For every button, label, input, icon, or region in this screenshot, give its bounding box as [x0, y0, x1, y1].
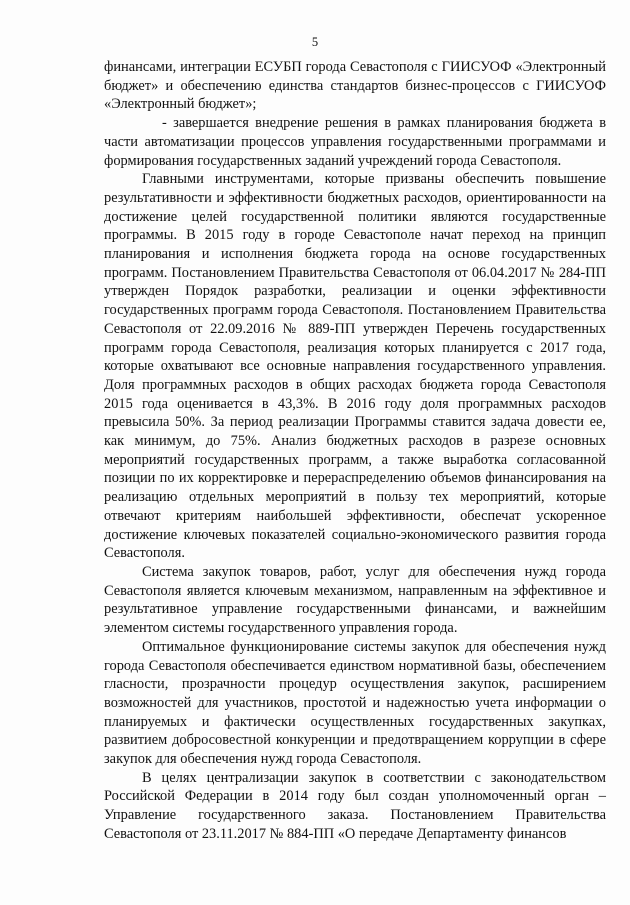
paragraph-centralization: В целях централизации закупок в соответствии с законодательством Российской Федерации в 2014 году был создан уполномоченный орган – Управление государственного заказа. Постановлением Правительства Севастополя от 23.11.2017 № 884-ПП «О передаче Департаменту финансов — [104, 769, 606, 842]
paragraph-procurement-system: Система закупок товаров, работ, услуг для обеспечения нужд города Севастополя является ключевым механизмом, направленным на эффективное и результативное управление государственными финансами, и важнейшим элементом системы государственного управления города. — [104, 563, 606, 637]
paragraph-procurement-functioning: Оптимальное функционирование системы закупок для обеспечения нужд города Севастополя обеспечивается единством нормативной базы, обеспечением гласности, прозрачности процедур осуществления закупок, расширением возможностей для участников, простотой и надежностью учета информации о планируемых и фактически осуществленных государственных закупках, развитием добросовестной конкуренции и предотвращением коррупции в сфере закупок для обеспечения нужд города Севастополя. — [104, 638, 606, 768]
page-number: 5 — [311, 35, 319, 49]
document-body — [104, 58, 606, 844]
paragraph-list-item: - завершается внедрение решения в рамках планирования бюджета в части автоматизации процессов управления государственными программами и формирования государственных заданий учреждений города Севастополя. — [104, 115, 606, 169]
paragraph-continuation: финансами, интеграции ЕСУБП города Севастополя с ГИИСУОФ «Электронный бюджет» и обеспечению единства стандартов бизнес-процессов с ГИИСУОФ «Электронный бюджет»; — [104, 59, 606, 113]
paragraph-state-programs: Главными инструментами, которые призваны обеспечить повышение результативности и эффективности бюджетных расходов, ориентированности на достижение целей государственной политики являются государственные программы. В 2015 году в городе Севастополе начат переход на принцип планирования и исполнения бюджета города на основе государственных программ. Постановлением Правительства Севастополя от 06.04.2017 № 284-ПП утвержден Порядок разработки, реализации и оценки эффективности государственных программ города Севастополя. Постановлением Правительства Севастополя от 22.09.2016 № 889-ПП утвержден Перечень государственных программ города Севастополя, реализация которых планируется с 2017 года, которые охватывают все основные направления государственного управления. Доля программных расходов в общих расходах бюджета города Севастополя 2015 года оценивается в 43,3%. В 2016 году доля программных расходов превысила 50%. За период реализации Программы ставится задача довести ее, как минимум, до 75%. Анализ бюджетных расходов в разрезе основных мероприятий государственных программ, а также выработка согласованной позиции по их корректировке и перераспределению объемов финансирования на реализацию отдельных мероприятий в пользу тех мероприятий, которые отвечают критериям наибольшей эффективности, обеспечат ускоренное достижение ключевых показателей социально-экономического развития города Севастополя. — [104, 171, 606, 562]
